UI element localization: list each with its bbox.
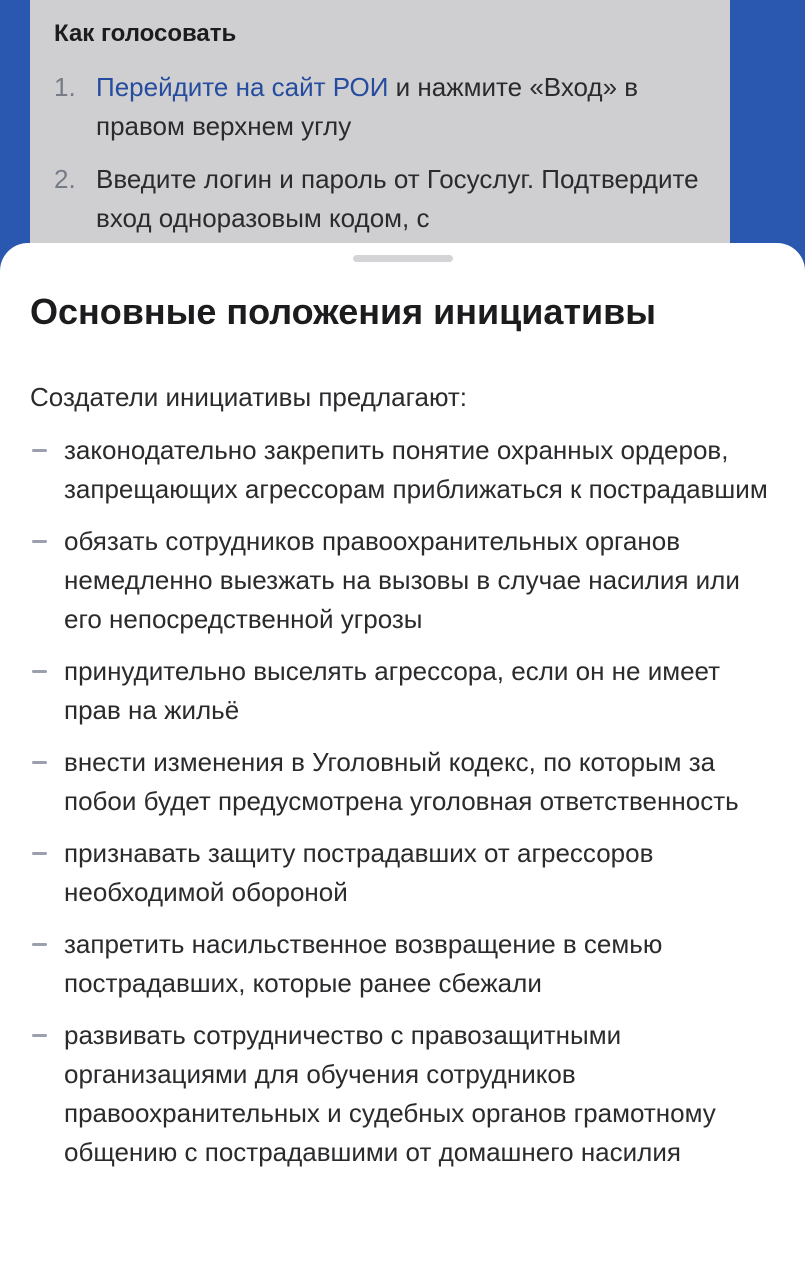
sheet-intro: Создатели инициативы предлагают:	[30, 382, 468, 412]
step-number: 1.	[54, 72, 76, 102]
sheet-title: Основные положения инициативы	[30, 291, 657, 332]
list-item	[30, 652, 780, 730]
list-item	[30, 431, 780, 509]
list-item	[30, 925, 780, 1003]
initiative-points-list	[30, 431, 780, 1185]
list-item	[30, 834, 780, 912]
dash-bullet-icon	[30, 522, 64, 561]
dash-bullet-icon	[30, 431, 64, 470]
step-text	[96, 68, 714, 146]
list-item-text: законодательно закрепить понятие охранных ордеров, запрещающих агрессорам приближаться к пострадавшим	[64, 435, 768, 504]
initiative-bottom-sheet	[0, 243, 805, 1280]
list-item	[30, 743, 780, 821]
list-item-text: признавать защиту пострадавших от агрессоров необходимой обороной	[64, 838, 654, 907]
sheet-grabber-handle[interactable]	[353, 255, 453, 262]
roi-site-link[interactable]: Перейдите на сайт РОИ	[96, 72, 389, 102]
step-item	[54, 160, 714, 238]
list-item	[30, 1016, 780, 1172]
how-to-vote-title: Как голосовать	[54, 20, 237, 47]
dash-bullet-icon	[30, 652, 64, 691]
step-text-rest: и нажмите «Вход» в правом верхнем углу	[96, 72, 639, 141]
list-item-text: развивать сотрудничество с правозащитными организациями для обучения сотрудников правоохранительных и судебных органов грамотному общению с пострадавшими от домашнего насилия	[64, 1020, 716, 1167]
dash-bullet-icon	[30, 1016, 64, 1055]
list-item-text: принудительно выселять агрессора, если он не имеет прав на жильё	[64, 656, 721, 725]
dash-bullet-icon	[30, 834, 64, 873]
list-item	[30, 522, 780, 639]
dash-bullet-icon	[30, 925, 64, 964]
list-item-text: внести изменения в Уголовный кодекс, по которым за побои будет предусмотрена уголовная ответственность	[64, 747, 739, 816]
dash-bullet-icon	[30, 743, 64, 782]
list-item-text: запретить насильственное возвращение в семью пострадавших, которые ранее сбежали	[64, 929, 663, 998]
step-item	[54, 68, 714, 146]
step-number: 2.	[54, 164, 76, 194]
how-to-vote-steps	[54, 68, 714, 252]
step-text: Введите логин и пароль от Госуслуг. Подтвердите вход одноразовым кодом, с	[96, 164, 699, 233]
list-item-text: обязать сотрудников правоохранительных органов немедленно выезжать на вызовы в случае насилия или его непосредственной угрозы	[64, 526, 740, 634]
